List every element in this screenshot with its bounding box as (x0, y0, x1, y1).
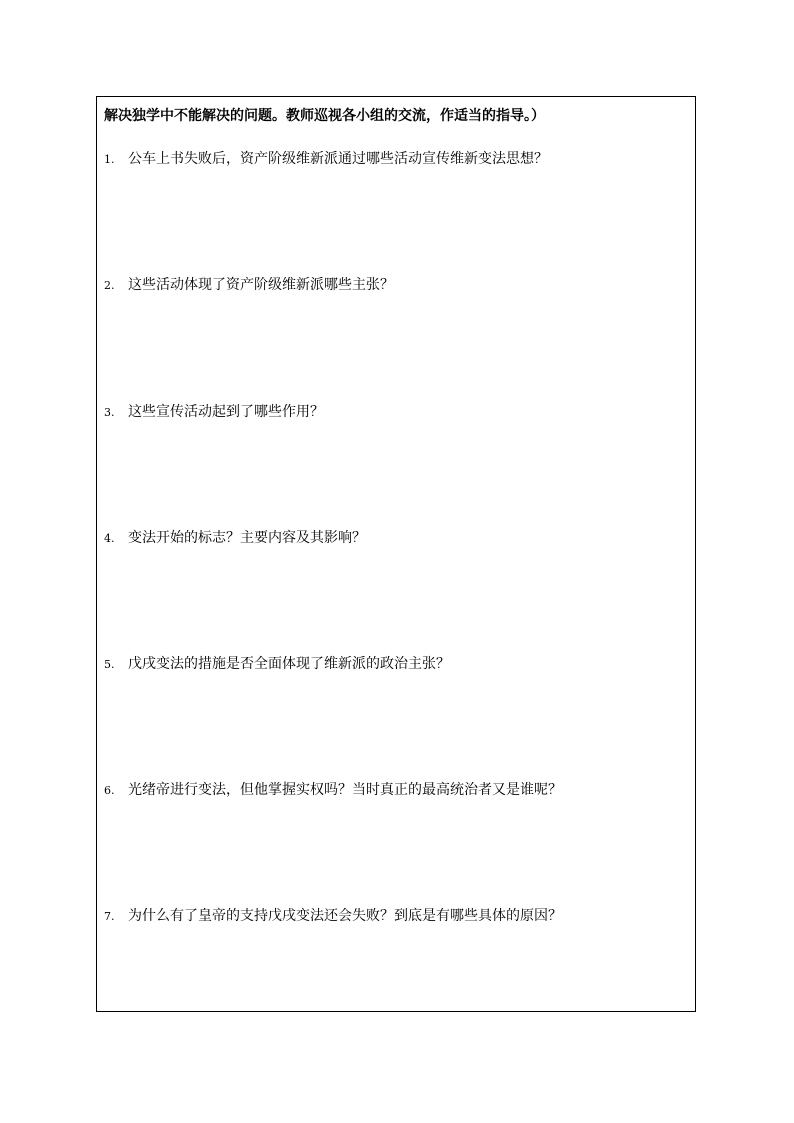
question-number: 6. (104, 784, 115, 797)
question-text: 光绪帝进行变法，但他掌握实权吗？当时真正的最高统治者又是谁呢？ (128, 782, 562, 798)
question-5 (104, 654, 450, 675)
question-number: 4. (104, 532, 115, 545)
question-number: 3. (104, 406, 115, 419)
question-6 (104, 780, 562, 801)
worksheet-box (96, 96, 696, 1012)
question-7 (104, 906, 562, 927)
question-text: 戊戌变法的措施是否全面体现了维新派的政治主张？ (128, 656, 450, 672)
question-text: 变法开始的标志？主要内容及其影响？ (128, 530, 366, 546)
question-number: 2. (104, 279, 115, 292)
question-3 (104, 402, 324, 423)
question-2 (104, 275, 394, 296)
question-4 (104, 528, 366, 549)
question-number: 1. (104, 153, 115, 166)
intro-text: 解决独学中不能解决的问题。教师巡视各小组的交流，作适当的指导。） (104, 108, 545, 124)
question-text: 这些活动体现了资产阶级维新派哪些主张？ (128, 277, 394, 293)
question-text: 公车上书失败后，资产阶级维新派通过哪些活动宣传维新变法思想？ (128, 151, 548, 167)
question-number: 7. (104, 910, 115, 923)
question-1 (104, 149, 548, 170)
question-number: 5. (104, 658, 115, 671)
question-text: 这些宣传活动起到了哪些作用？ (128, 404, 324, 420)
question-text: 为什么有了皇帝的支持戊戌变法还会失败？到底是有哪些具体的原因？ (128, 908, 562, 924)
